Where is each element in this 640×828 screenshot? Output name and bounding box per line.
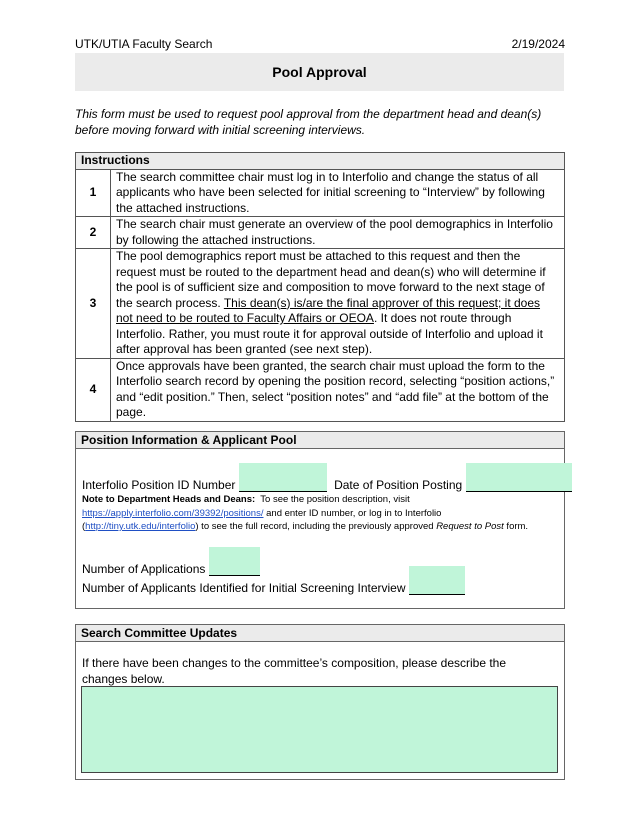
committee-description: If there have been changes to the committee’s composition, please describe the changes below. bbox=[82, 656, 507, 686]
position-id-field[interactable] bbox=[239, 463, 327, 492]
department-note: Note to Department Heads and Deans: To see the position description, visit https://apply.interfolio.com/39392/positions/ and enter ID number, or log in to Interfolio (http://tiny.utk.edu/interfolio) to see the full record, including the previously approved Request to Post form. bbox=[82, 494, 529, 532]
posting-date-field[interactable] bbox=[466, 463, 572, 492]
posting-date-label: Date of Position Posting bbox=[334, 478, 463, 492]
position-id-label: Interfolio Position ID Number bbox=[82, 478, 236, 492]
step-number: 3 bbox=[76, 249, 111, 359]
step-text: The search chair must generate an overview of the pool demographics in Interfolio by following the attached instructions. bbox=[111, 217, 565, 249]
committee-heading: Search Committee Updates bbox=[76, 625, 564, 642]
step-text: Once approvals have been granted, the search chair must upload the form to the Interfolio search record by opening the position record, selecting “position actions,” and “edit position.” Then, select “position notes” and “add file” at the bottom of the page. bbox=[111, 358, 565, 421]
instructions-heading: Instructions bbox=[76, 153, 565, 170]
position-id-row bbox=[82, 463, 572, 492]
interfolio-link[interactable]: http://tiny.utk.edu/interfolio bbox=[85, 521, 196, 532]
header-date: 2/19/2024 bbox=[511, 37, 565, 51]
committee-changes-textarea[interactable] bbox=[81, 686, 558, 773]
committee-section bbox=[75, 624, 565, 780]
applications-label: Number of Applications bbox=[82, 562, 206, 576]
page-title: Pool Approval bbox=[75, 53, 564, 91]
table-row bbox=[76, 358, 565, 421]
table-row bbox=[76, 217, 565, 249]
instructions-table bbox=[75, 152, 565, 422]
step-number: 2 bbox=[76, 217, 111, 249]
step-text: The search committee chair must log in to Interfolio and change the status of all applicants who have been selected for initial screening to “Interview” by following the attached instructions. bbox=[111, 169, 565, 217]
org-name: UTK/UTIA Faculty Search bbox=[75, 37, 213, 51]
position-info-heading: Position Information & Applicant Pool bbox=[76, 432, 564, 449]
screening-row bbox=[82, 566, 465, 595]
intro-text: This form must be used to request pool approval from the department head and dean(s) before moving forward with initial screening interviews. bbox=[75, 107, 542, 137]
table-row bbox=[76, 249, 565, 359]
position-info-section bbox=[75, 431, 565, 609]
step-text: The pool demographics report must be attached to this request and then the request must be routed to the department head and dean(s) who will determine if the pool is of sufficient size and composition to move forward to the next stage of the search process. This dean(s) is/are the final approver of this request; it does not need to be routed to Faculty Affairs or OEOA. It does not route through Interfolio. Rather, you must route it for approval outside of Interfolio and upload it after approval has been granted (see next step). bbox=[111, 249, 565, 359]
screening-label: Number of Applicants Identified for Initial Screening Interview bbox=[82, 581, 406, 595]
step-underlined-text: This dean(s) is/are the final approver of this request; it does not need to be routed to Faculty Affairs or OEOA bbox=[116, 295, 541, 325]
position-link[interactable]: https://apply.interfolio.com/39392/positions/ bbox=[82, 507, 264, 519]
screening-field[interactable] bbox=[409, 566, 465, 595]
step-number: 1 bbox=[76, 169, 111, 217]
step-number: 4 bbox=[76, 358, 111, 421]
table-row bbox=[76, 169, 565, 217]
note-label: Note to Department Heads and Deans: bbox=[82, 494, 256, 505]
